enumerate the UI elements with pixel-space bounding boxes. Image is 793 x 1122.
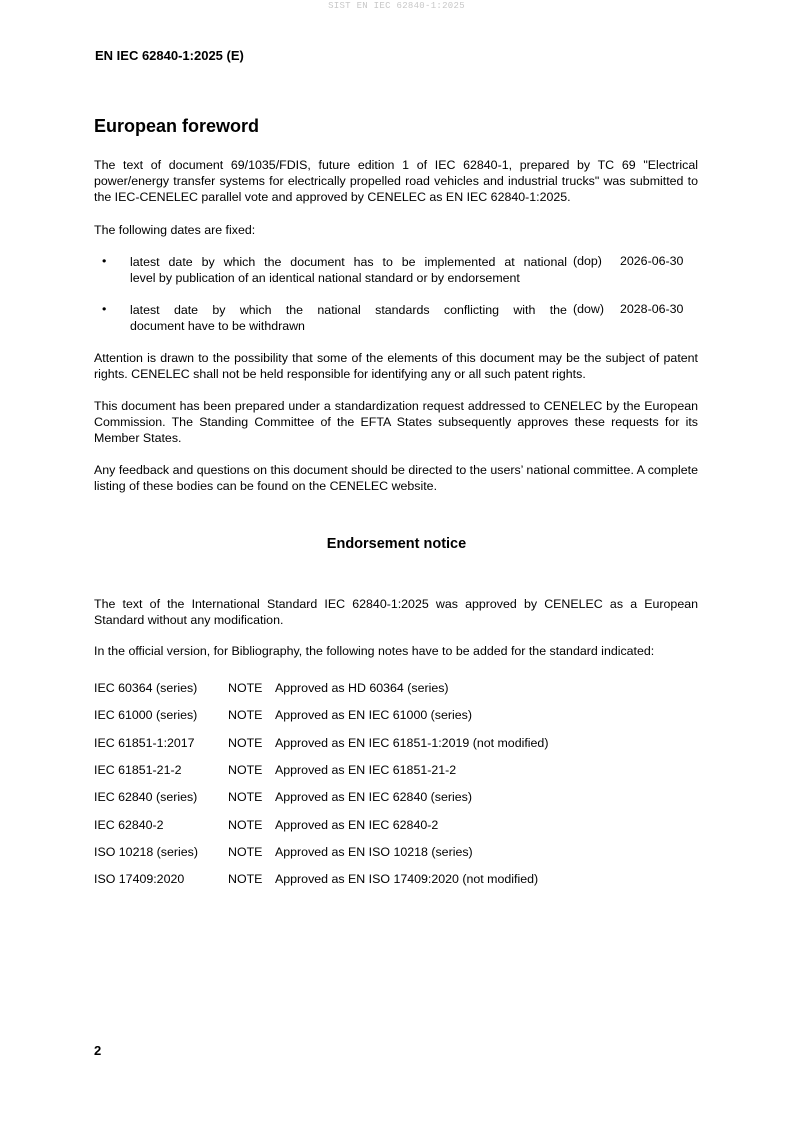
note-label: NOTE <box>228 708 263 722</box>
date-description-word: by <box>201 255 215 269</box>
note-text: Approved as EN IEC 61000 (series) <box>275 708 472 722</box>
note-text: Approved as EN IEC 62840 (series) <box>275 790 472 804</box>
date-description-word: national <box>317 303 361 317</box>
date-description-word: latest <box>130 255 160 269</box>
note-label: NOTE <box>228 681 263 695</box>
date-description-word: the <box>285 303 304 317</box>
note-label: NOTE <box>228 818 263 832</box>
note-reference: IEC 61851-1:2017 <box>94 736 195 750</box>
date-description-dop <box>130 254 567 286</box>
date-code-dow: (dow) <box>573 302 604 316</box>
date-description-word: at <box>504 255 515 269</box>
bibliography-note-row <box>94 736 714 752</box>
date-description-rest: document have to be withdrawn <box>130 319 305 333</box>
date-description-word: to <box>382 255 393 269</box>
note-reference: IEC 62840-2 <box>94 818 164 832</box>
date-description-word: date <box>168 255 193 269</box>
bibliography-intro: In the official version, for Bibliography, the following notes have to be added for the standard indicated: <box>94 644 655 658</box>
date-description-word: which <box>239 303 272 317</box>
date-description-word: with <box>513 303 536 317</box>
note-reference: ISO 10218 (series) <box>94 845 198 859</box>
note-reference: IEC 62840 (series) <box>94 790 198 804</box>
date-description-word: date <box>173 303 199 317</box>
patent-attention-paragraph: Attention is drawn to the possibility that some of the elements of this document may be the subject of patent rights. CENELEC shall not be held responsible for identifying any or all such patent rights. <box>94 351 698 381</box>
date-description-word: standards <box>375 303 430 317</box>
document-id-header: EN IEC 62840-1:2025 (E) <box>95 48 244 63</box>
date-description-word: the <box>549 303 567 317</box>
date-description-word: national <box>523 255 567 269</box>
date-description-word: latest <box>130 303 160 317</box>
date-value-dow: 2028-06-30 <box>620 302 684 316</box>
note-text: Approved as EN IEC 61851-1:2019 (not modified) <box>275 736 549 750</box>
endorsement-text: The text of the International Standard IEC 62840-1:2025 was approved by CENELEC as a European Standard without any modification. <box>94 597 698 627</box>
note-text: Approved as HD 60364 (series) <box>275 681 449 695</box>
date-code-dop: (dop) <box>573 254 602 268</box>
date-value-dop: 2026-06-30 <box>620 254 684 268</box>
feedback-paragraph: Any feedback and questions on this document should be directed to the users’ national committee. A complete listing of these bodies can be found on the CENELEC website. <box>94 463 698 493</box>
note-label: NOTE <box>228 872 263 886</box>
bibliography-note-row <box>94 818 714 834</box>
date-description-word: which <box>223 255 256 269</box>
date-description-word: document <box>290 255 345 269</box>
date-description-word: be <box>401 255 416 269</box>
bibliography-note-row <box>94 845 714 861</box>
date-description-dow <box>130 302 567 334</box>
date-description-word: conflicting <box>443 303 499 317</box>
dates-intro: The following dates are fixed: <box>94 223 256 237</box>
foreword-intro-paragraph: The text of document 69/1035/FDIS, future edition 1 of IEC 62840-1, prepared by TC 69 "Electrical power/energy transfer systems for electrically propelled road vehicles and industrial trucks" was submitted to the IEC-CENELEC parallel vote and approved by CENELEC as EN IEC 62840-1:2025. <box>94 158 698 204</box>
endorsement-heading: Endorsement notice <box>326 536 467 552</box>
date-description-rest: level by publication of an identical national standard or by endorsement <box>130 271 520 285</box>
bibliography-note-row <box>94 708 714 724</box>
note-text: Approved as EN ISO 10218 (series) <box>275 845 473 859</box>
bibliography-note-row <box>94 790 714 806</box>
note-reference: ISO 17409:2020 <box>94 872 185 886</box>
date-description-first-line <box>130 254 567 270</box>
standardization-request-paragraph: This document has been prepared under a standardization request addressed to CENELEC by the European Commission. The Standing Committee of the EFTA States subsequently approves these requests for its Member States. <box>94 399 698 445</box>
bibliography-note-row <box>94 681 714 697</box>
date-description-first-line <box>130 302 567 318</box>
bibliography-note-row <box>94 763 714 779</box>
watermark: SIST EN IEC 62840-1:2025 <box>328 1 465 11</box>
note-reference: IEC 60364 (series) <box>94 681 198 695</box>
bibliography-note-row <box>94 872 714 888</box>
note-label: NOTE <box>228 845 263 859</box>
bullet-marker: • <box>102 302 107 316</box>
page-number: 2 <box>94 1043 102 1058</box>
date-description-word: the <box>264 255 282 269</box>
date-description-word: by <box>212 303 226 317</box>
note-text: Approved as EN IEC 62840-2 <box>275 818 439 832</box>
note-text: Approved as EN IEC 61851-21-2 <box>275 763 457 777</box>
bullet-marker: • <box>102 254 107 268</box>
note-reference: IEC 61851-21-2 <box>94 763 182 777</box>
note-label: NOTE <box>228 763 263 777</box>
note-label: NOTE <box>228 736 263 750</box>
note-label: NOTE <box>228 790 263 804</box>
date-description-word: has <box>353 255 374 269</box>
foreword-heading: European foreword <box>94 116 260 136</box>
note-reference: IEC 61000 (series) <box>94 708 198 722</box>
date-description-word: implemented <box>424 255 496 269</box>
note-text: Approved as EN ISO 17409:2020 (not modified) <box>275 872 539 886</box>
